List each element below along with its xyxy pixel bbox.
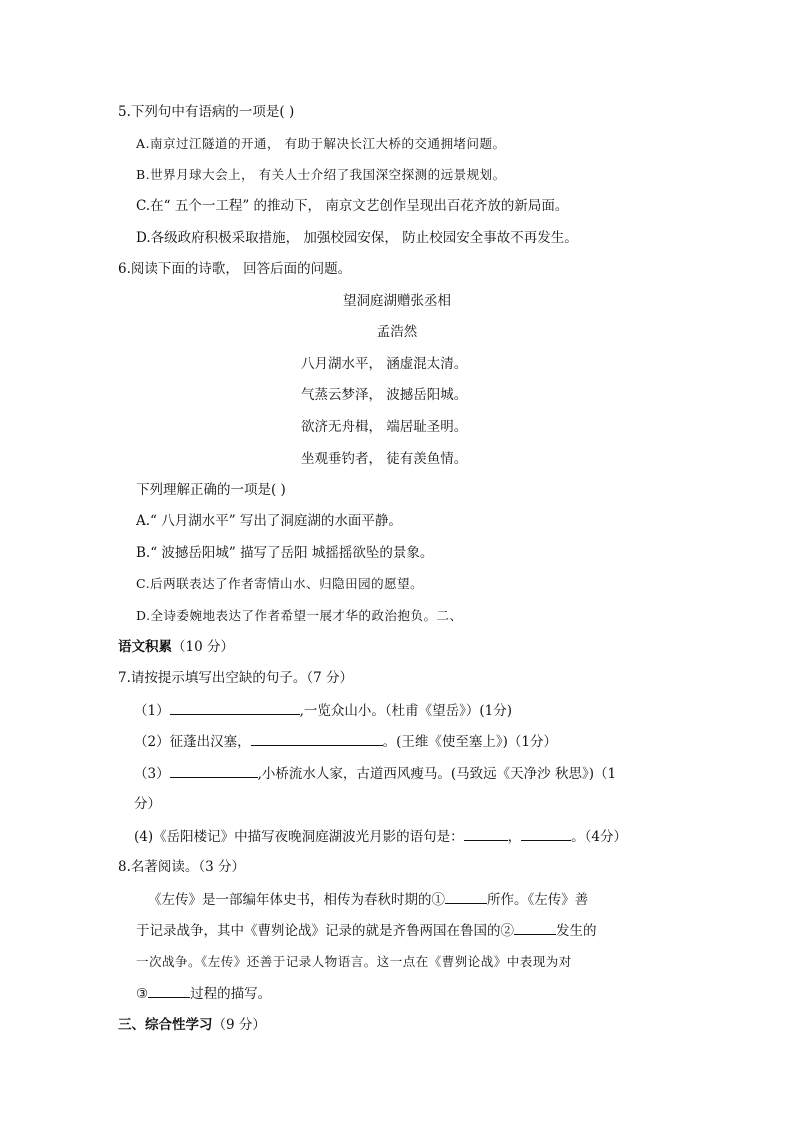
q5-stem: 5.下列句中有语病的一项是( )	[118, 104, 295, 120]
section-2-heading	[118, 637, 234, 657]
q5-option-a: A.南京过江隧道的开通， 有助于解决长江大桥的交通拥堵问题。	[136, 136, 506, 151]
q8-paragraph-line-3: 一次战争。《左传》还善于记录人物语言。这一点在《曹刿论战》中表现为对	[136, 954, 572, 969]
q6-sub-stem: 下列理解正确的一项是( )	[136, 482, 286, 498]
q6-option-c: C.后两联表达了作者寄情山水、归隐田园的愿望。	[136, 576, 424, 591]
q8-p2-text-b: 发生的	[556, 923, 597, 939]
section-3-title: 三、综合性学习	[118, 1017, 213, 1033]
q8-p4-number: ③	[136, 986, 149, 1002]
poem-title: 望洞庭湖赠张丞相	[343, 293, 451, 309]
q6-option-a: A.“ 八月湖水平” 写出了洞庭湖的水面平静。	[136, 513, 402, 529]
q6-option-b: B.“ 波撼岳阳城” 描写了岳阳 城摇摇欲坠的景象。	[136, 545, 434, 561]
q7-item-3-blank[interactable]	[170, 763, 258, 778]
section-2-score: （10 分）	[172, 639, 234, 655]
q7-item-3-number: （3）	[134, 766, 170, 782]
poem-line-4: 坐观垂钓者， 徒有羡鱼情。	[301, 451, 468, 467]
q7-item-2-text-b: 。(王维《使至塞上》)（1分）	[382, 734, 557, 750]
q8-p2-text-a: 于记录战争，其中《曹刿论战》记录的就是齐鲁两国在鲁国的②	[136, 923, 514, 939]
q7-item-4-blank-1[interactable]	[464, 826, 508, 841]
q7-item-2-blank[interactable]	[251, 731, 383, 746]
section-2-title: 语文积累	[118, 639, 172, 655]
section-3-heading	[118, 1015, 266, 1035]
q8-paragraph-line-4	[136, 983, 271, 1004]
q8-blank-2[interactable]	[514, 920, 556, 935]
poem-line-3: 欲济无舟楫， 端居耻圣明。	[301, 419, 468, 435]
poem-author: 孟浩然	[376, 324, 418, 340]
q8-blank-3[interactable]	[148, 983, 190, 998]
q7-item-4-blank-2[interactable]	[521, 826, 571, 841]
q7-item-4	[134, 826, 627, 847]
q8-blank-1[interactable]	[445, 889, 487, 904]
q8-p4-text: 过程的描写。	[190, 986, 272, 1002]
q8-paragraph-line-1	[148, 889, 588, 910]
q5-option-c: C.在“ 五个一工程” 的推动下， 南京文艺创作呈现出百花齐放的新局面。	[136, 198, 569, 214]
q7-item-4-text-b: 。（4分）	[571, 829, 627, 845]
q8-p1-text-a: 《左传》是一部编年体史书，相传为春秋时期的①	[148, 892, 445, 908]
q8-stem: 8.名著阅读。（3 分）	[118, 859, 246, 875]
q5-option-b: B.世界月球大会上， 有关人士介绍了我国深空探测的远景规划。	[136, 167, 506, 182]
q7-item-3-text: ,小桥流水人家，古道西风瘦马。(马致远《天净沙 秋思》)（1	[257, 766, 617, 782]
q6-stem: 6.阅读下面的诗歌， 回答后面的问题。	[118, 261, 352, 277]
q5-option-d: D.各级政府积极采取措施， 加强校园安保， 防止校园安全事故不再发生。	[136, 230, 578, 246]
section-3-score: （9 分）	[212, 1017, 266, 1033]
q8-paragraph-line-2	[136, 920, 597, 941]
q7-item-2	[134, 731, 557, 752]
q7-item-3	[134, 763, 616, 784]
poem-line-1: 八月湖水平， 涵虚混太清。	[301, 356, 468, 372]
q7-item-4-text-a: (4)《岳阳楼记》中描写夜晚洞庭湖波光月影的语句是：	[134, 829, 464, 845]
q7-item-1-number: （1）	[134, 703, 170, 719]
q7-item-4-separator: ，	[507, 829, 522, 845]
q7-item-1-blank[interactable]	[170, 700, 300, 715]
q7-item-2-text-a: （2）征蓬出汉塞，	[134, 734, 251, 750]
q7-item-1-text: ,一览众山小。（杜甫《望岳》）(1分)	[299, 703, 513, 719]
q7-item-3-continued: 分）	[134, 796, 161, 812]
poem-line-2: 气蒸云梦泽， 波撼岳阳城。	[301, 387, 468, 403]
q8-p1-text-b: 所作。《左传》善	[487, 892, 589, 908]
q6-option-d: D.全诗委婉地表达了作者希望一展才华的政治抱负。二、	[136, 608, 463, 623]
q7-stem: 7.请按提示填写出空缺的句子。（7 分）	[118, 670, 354, 686]
q7-item-1	[134, 700, 512, 721]
